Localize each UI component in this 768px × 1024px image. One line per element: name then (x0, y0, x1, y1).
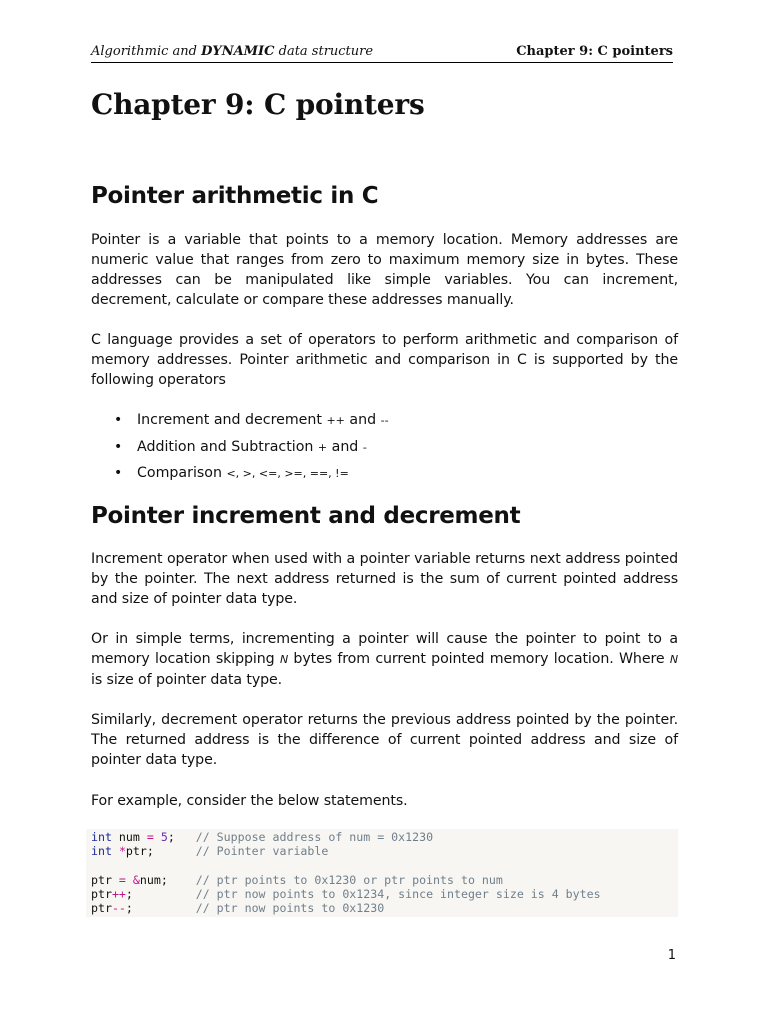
header-chapter-title: Chapter 9: C pointers (516, 44, 673, 59)
header-book-title: Algorithmic and DYNAMIC data structure (91, 44, 374, 59)
code-line-blank (91, 859, 678, 873)
paragraph-increment: Increment operator when used with a pointer variable returns next address pointed by the pointer. The next address returned is the sum of current pointed address and size of pointer data type. (91, 551, 678, 607)
page-number: 1 (667, 948, 676, 963)
code-line: int *ptr; // Pointer variable (91, 844, 329, 859)
section-heading-arithmetic: Pointer arithmetic in C (91, 183, 379, 209)
list-item: • Addition and Subtraction + and - (91, 437, 678, 464)
code-line: ptr--; // ptr now points to 0x1230 (91, 901, 385, 916)
paragraph-pointer-intro: Pointer is a variable that points to a memory location. Memory addresses are numeric value that ranges from zero to maximum memory size in bytes. These addresses can be manipulated like simple variables. You can increment, decrement, calculate or compare these addresses manually. (91, 232, 678, 308)
paragraph-decrement: Similarly, decrement operator returns the previous address pointed by the pointer. The returned address is the difference of current pointed address and size of pointer data type. (91, 712, 678, 768)
list-item: • Comparison <, >, <=, >=, ==, != (91, 463, 678, 490)
list-item: • Increment and decrement ++ and -- (91, 410, 678, 437)
code-line: ptr = &num; // ptr points to 0x1230 or ptr points to num (91, 872, 503, 887)
chapter-title: Chapter 9: C pointers (91, 88, 425, 121)
running-header (91, 44, 673, 63)
code-block (86, 829, 678, 917)
section-heading-increment: Pointer increment and decrement (91, 503, 521, 529)
paragraph-example-intro: For example, consider the below statements. (91, 793, 408, 809)
paragraph-operators-intro: C language provides a set of operators to perform arithmetic and comparison of memory addresses. Pointer arithmetic and comparison in C is supported by the following operators (91, 332, 678, 388)
paragraph-simple-terms: Or in simple terms, incrementing a pointer will cause the pointer to point to a memory location skipping N bytes from current pointed memory location. Where N is size of pointer data type. (91, 631, 678, 688)
operator-list (91, 410, 678, 490)
code-line: int num = 5; // Suppose address of num = 0x1230 (91, 830, 434, 844)
code-line: ptr++; // ptr now points to 0x1234, since integer size is 4 bytes (91, 887, 601, 902)
